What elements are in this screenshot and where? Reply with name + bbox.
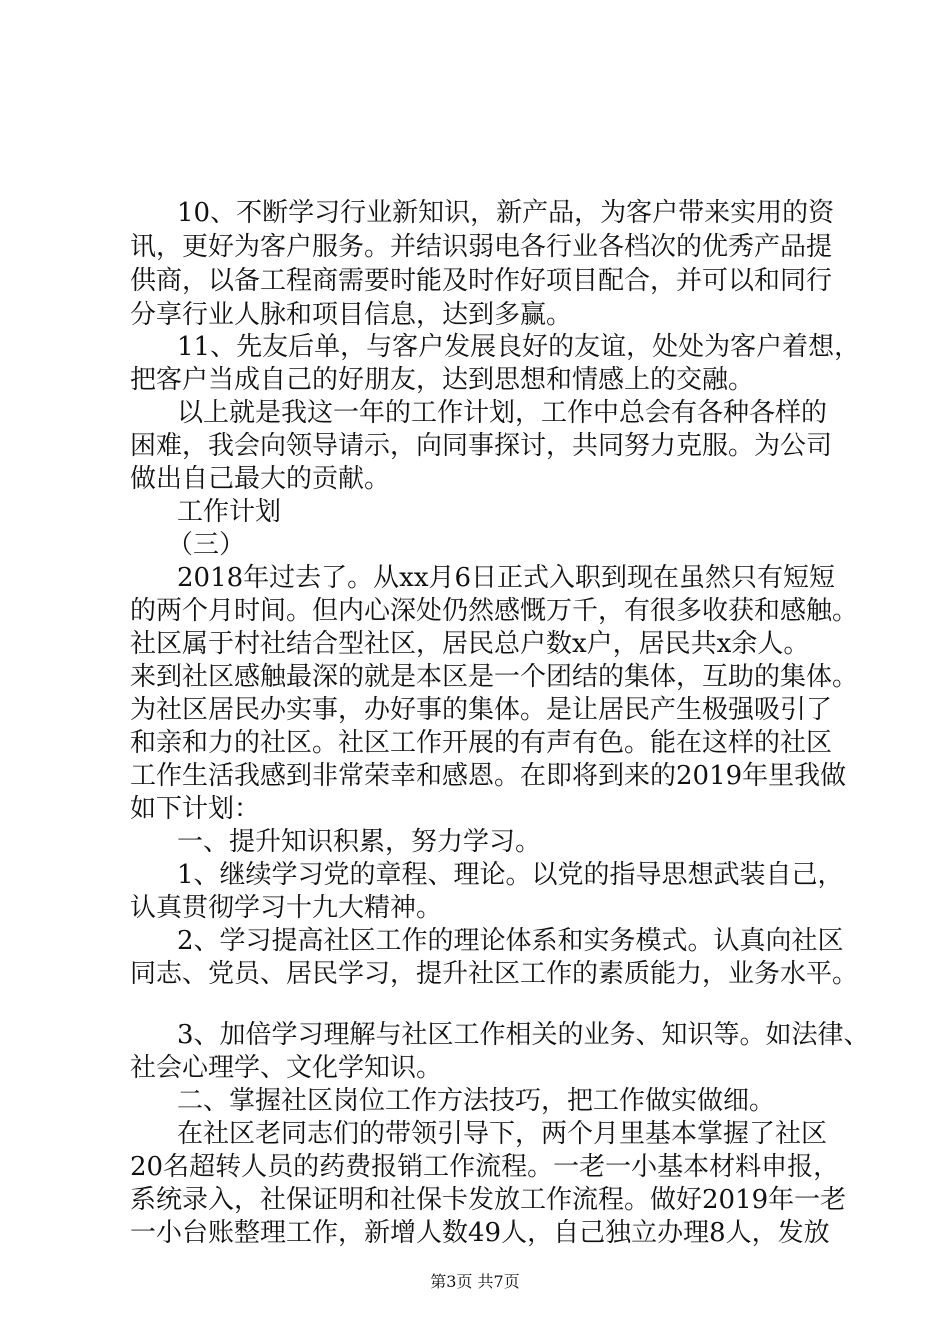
text-line: 10、不断学习行业新知识，新产品，为客户带来实用的资 bbox=[177, 198, 835, 228]
text-line: 认真贯彻学习十九大精神。 bbox=[130, 893, 443, 923]
text-line: 2、学习提高社区工作的理论体系和实务模式。认真向社区 bbox=[177, 926, 844, 956]
text-line: 做出自己最大的贡献。 bbox=[130, 464, 391, 494]
text-line: 11、先友后单，与客户发展良好的友谊，处处为客户着想， bbox=[177, 332, 861, 362]
text-line: 3、加倍学习理解与社区工作相关的业务、知识等。如法律、 bbox=[177, 1020, 870, 1050]
text-line: 如下计划： bbox=[130, 794, 261, 824]
text-line: 讯，更好为客户服务。并结识弱电各行业各档次的优秀产品提 bbox=[130, 232, 833, 262]
section-subheading: （三） bbox=[167, 530, 246, 560]
text-line: 来到社区感触最深的就是本区是一个团结的集体，互助的集体。 bbox=[130, 662, 859, 692]
text-line: 为社区居民办实事，办好事的集体。是让居民产生极强吸引了 bbox=[130, 695, 833, 725]
text-line: 2018年过去了。从xx月6日正式入职到现在虽然只有短短 bbox=[177, 563, 836, 593]
text-line: 供商，以备工程商需要时能及时作好项目配合，并可以和同行 bbox=[130, 266, 833, 296]
text-line: 的两个月时间。但内心深处仍然感慨万千，有很多收获和感触。 bbox=[130, 596, 859, 626]
text-line: 一小台账整理工作，新增人数49人，自己独立办理8人，发放 bbox=[130, 1218, 830, 1248]
text-line: 系统录入，社保证明和社保卡发放工作流程。做好2019年一老 bbox=[130, 1185, 847, 1215]
text-line: 把客户当成自己的好朋友，达到思想和情感上的交融。 bbox=[130, 365, 755, 395]
text-line: 二、掌握社区岗位工作方法技巧，把工作做实做细。 bbox=[177, 1086, 776, 1116]
text-line: 社会心理学、文化学知识。 bbox=[130, 1053, 443, 1083]
text-line: 分享行业人脉和项目信息，达到多赢。 bbox=[130, 300, 573, 330]
text-line: 1、继续学习党的章程、理论。以党的指导思想武装自己， bbox=[177, 860, 844, 890]
text-line: 以上就是我这一年的工作计划，工作中总会有各种各样的 bbox=[177, 398, 828, 428]
text-line: 和亲和力的社区。社区工作开展的有声有色。能在这样的社区 bbox=[130, 728, 833, 758]
text-line: 一、提升知识积累，努力学习。 bbox=[177, 827, 542, 857]
page-number-footer: 第3页 共7页 bbox=[430, 1272, 520, 1291]
section-heading: 工作计划 bbox=[177, 497, 282, 527]
text-line: 社区属于村社结合型社区，居民总户数x户，居民共x余人。 bbox=[130, 629, 810, 659]
text-line: 困难，我会向领导请示，向同事探讨，共同努力克服。为公司 bbox=[130, 431, 833, 461]
text-line: 在社区老同志们的带领引导下，两个月里基本掌握了社区 bbox=[177, 1119, 828, 1149]
text-line: 同志、党员、居民学习，提升社区工作的素质能力，业务水平。 bbox=[130, 959, 859, 989]
text-line: 工作生活我感到非常荣幸和感恩。在即将到来的2019年里我做 bbox=[130, 761, 847, 791]
text-line: 20名超转人员的药费报销工作流程。一老一小基本材料申报， bbox=[130, 1152, 840, 1182]
